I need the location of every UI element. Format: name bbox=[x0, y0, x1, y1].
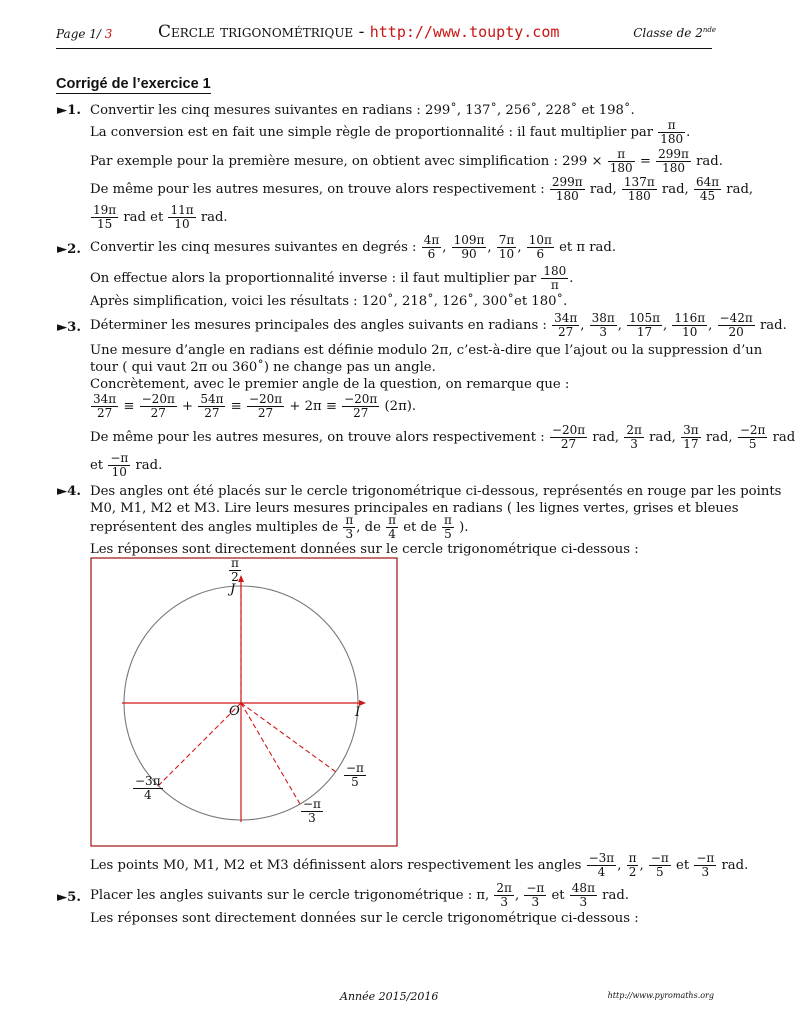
q4-line4: Les réponses sont directement données sur le cercle trigonométrique ci-dessous : bbox=[90, 542, 639, 557]
q2-number: ►2. bbox=[57, 242, 81, 257]
label-J: J bbox=[230, 582, 236, 597]
q1-line5: $\frac{19\pi}{15}$ rad et $\frac{11\pi}{10}$ rad. bbox=[93, 203, 228, 231]
figure-frame bbox=[91, 558, 397, 846]
q4-line2: M0, M1, M2 et M3. Lire leurs mesures principales en radians ( les lignes vertes, grises et bleues bbox=[90, 501, 739, 516]
q1-number: ►1. bbox=[57, 103, 81, 118]
footer-year: Année 2015/2016 bbox=[340, 990, 439, 1003]
class-label: Classe de 2nde bbox=[633, 26, 716, 40]
q4-number: ►4. bbox=[57, 484, 81, 499]
q3-line5: De même pour les autres mesures, on trouve alors respectivement : $\frac{-20\pi}{27}$ rad, $\frac{2\pi}{3}$ rad, $\frac{3\pi}{17}$ rad, $\frac{-2\pi}{5}$ rad bbox=[90, 423, 795, 451]
fraction: $\frac{\pi}{180}$ bbox=[660, 118, 684, 146]
q3-line4: Concrètement, avec le premier angle de la question, on remarque que : bbox=[90, 377, 570, 392]
page-total-link[interactable]: 3 bbox=[104, 27, 113, 41]
ray-minus-pi-over-5 bbox=[241, 703, 336, 772]
q3-line3: tour ( qui vaut 2π ou 360˚) ne change pas un angle. bbox=[90, 360, 436, 375]
q1-line4: De même pour les autres mesures, on trouve alors respectivement : $\frac{299\pi}{180}$ rad, $\frac{137\pi}{180}$ rad, $\frac{64\pi}{45}$ rad, bbox=[90, 175, 754, 203]
q3-line6: et $\frac{-\pi}{10}$ rad. bbox=[90, 451, 163, 479]
q3-number: ►3. bbox=[57, 320, 81, 335]
label-pi-over-2: $\frac{\pi}{2}$ bbox=[231, 556, 239, 584]
header-rule bbox=[56, 48, 712, 49]
q2-line3: Après simplification, voici les résultats : 120˚, 218˚, 126˚, 300˚et 180˚. bbox=[90, 294, 568, 309]
section-title: Corrigé de l’exercice 1 bbox=[56, 76, 211, 92]
page-title: Cercle trigonométrique - http://www.toupty.com bbox=[158, 22, 560, 42]
q5-number: ►5. bbox=[57, 890, 81, 905]
q2-line2: On effectue alors la proportionnalité inverse : il faut multiplier par $\frac{180}{\pi}$ . bbox=[90, 264, 574, 292]
title-url-link[interactable]: http://www.toupty.com bbox=[369, 23, 560, 41]
ray-minus-pi-over-3 bbox=[241, 703, 300, 804]
q1-line1: Convertir les cinq mesures suivantes en radians : 299˚, 137˚, 256˚, 228˚ et 198˚. bbox=[90, 103, 635, 118]
footer-site-link[interactable]: http://www.pyromaths.org bbox=[607, 991, 714, 1000]
trig-circle-figure bbox=[90, 557, 398, 847]
label-O: O bbox=[229, 704, 240, 719]
q4-answer: Les points M0, M1, M2 et M3 définissent alors respectivement les angles $\frac{-3\pi}{4}$ , $\frac{\pi}{2}$ , $\frac{-\pi}{5}$ et $\frac{-\pi}{3}$ rad. bbox=[90, 851, 749, 879]
q3-line2: Une mesure d’angle en radians est définie modulo 2π, c’est-à-dire que l’ajout ou la suppression d’un bbox=[90, 343, 763, 358]
label-I: I bbox=[355, 705, 361, 720]
label-minus-pi-over-5: $\frac{-\pi}{5}$ bbox=[346, 761, 364, 789]
label-minus-pi-over-3: $\frac{-\pi}{3}$ bbox=[303, 797, 321, 825]
q5-line2: Les réponses sont directement données sur le cercle trigonométrique ci-dessous : bbox=[90, 911, 639, 926]
q1-line3: Par exemple pour la première mesure, on obtient avec simplification : 299 × $\frac{\pi}{180}$ = $\frac{299\pi}{180}$ rad. bbox=[90, 147, 723, 175]
q4-line1: Des angles ont été placés sur le cercle trigonométrique ci-dessous, représentés en rouge par les points bbox=[90, 484, 782, 499]
q4-line3: représentent des angles multiples de $\frac{\pi}{3}$ , de $\frac{\pi}{4}$ et de $\frac{\pi}{5}$ ). bbox=[90, 513, 469, 541]
label-minus-3pi-over-4: $\frac{-3\pi}{4}$ bbox=[135, 774, 161, 802]
q1-line2: La conversion est en fait une simple règle de proportionnalité : il faut multiplier par $\frac{\pi}{180}$ . bbox=[90, 118, 691, 146]
q5-line1: Placer les angles suivants sur le cercle trigonométrique : π, $\frac{2\pi}{3}$ , $\frac{-\pi}{3}$ et $\frac{48\pi}{3}$ rad. bbox=[90, 881, 629, 909]
page-number: Page 1/ 3 bbox=[56, 27, 113, 41]
q3-equation: $\frac{34\pi}{27}$ ≡ $\frac{-20\pi}{27}$ + $\frac{54\pi}{27}$ ≡ $\frac{-20\pi}{27}$ + 2π ≡ $\frac{-20\pi}{27}$ (2π). bbox=[93, 392, 417, 420]
q3-line1: Déterminer les mesures principales des angles suivants en radians : $\frac{34\pi}{27}$ , $\frac{38\pi}{3}$ , $\frac{105\pi}{17}$ , $\frac{116\pi}{10}$ , $\frac{-42\pi}{20}$ rad. bbox=[90, 311, 787, 339]
q2-line1: Convertir les cinq mesures suivantes en degrés : $\frac{4\pi}{6}$ , $\frac{109\pi}{90}$ , $\frac{7\pi}{10}$ , $\frac{10\pi}{6}$ et π rad. bbox=[90, 233, 617, 261]
